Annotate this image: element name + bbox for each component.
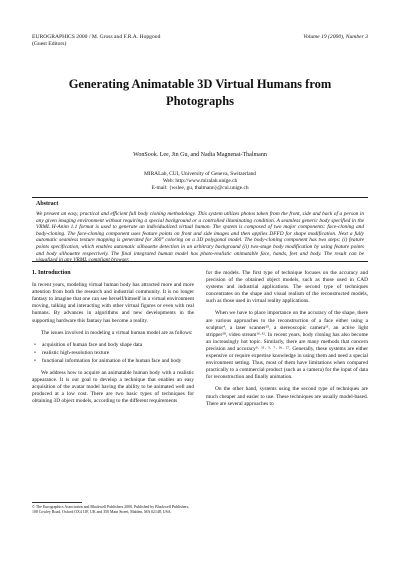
list-item: • functional information for animation of the human face and body: [34, 357, 182, 364]
title-line-2: Photographs: [165, 94, 235, 108]
affiliation-institution: MIRALab, CUI, University of Geneva, Switzerland: [144, 171, 256, 177]
abstract-top-rule: [32, 197, 368, 198]
bullet-icon: •: [34, 349, 36, 356]
bullet-icon: •: [34, 357, 36, 364]
editors-note: (Guest Editors): [32, 41, 67, 47]
left-column: [32, 270, 194, 411]
affiliation-email: E-mail: {wslee, gu, thalmann}@cui.unige.ch: [151, 185, 249, 192]
title-line-1: Generating Animatable 3D Virtual Humans from: [68, 77, 332, 91]
issues-list: [32, 342, 194, 365]
body-paragraph-6: On the other hand, systems using the second type of techniques are much cheaper and easier to use. These techniques are usually model-based. There are several approaches to: [206, 386, 368, 407]
list-item: • acquisition of human face and body shape data: [34, 341, 143, 348]
intro-paragraph-2: The issues involved in modeling a virtual human model are as follows:: [41, 329, 193, 336]
affiliation-web: Web: http://www.miralab.unige.ch: [162, 178, 238, 185]
right-column: [206, 270, 368, 413]
bullet-icon: •: [34, 341, 36, 348]
paper-title: [50, 76, 350, 110]
journal-header: [32, 34, 160, 48]
copyright-footnote: © The Eurographics Association and Blackwell Publishers 2000. Published by Blackwell Publishers, 108 Cowley Road, Oxford OX4 1JF, UK and 350 Main Street, Malden, MA 02148, USA.: [32, 505, 190, 514]
affiliation-block: [40, 171, 360, 193]
abstract-heading: Abstract: [36, 201, 59, 207]
abstract-text: We present an easy, practical and efficient full body cloning methodology. This system utilizes photos taken from the front, side and back of a person in any given imaging environment without requiring a special background or a controlled illuminating condition. A seamless generic body specified in the VRML H-Anim 1.1 format is used to generate an individualized virtual human. The system is composed of two major components: face-cloning and body-cloning. The face-cloning component uses feature points on front and side images and then applies DFFD for shape modification. Next a fully automatic seamless texture mapping is generated for 360° coloring on a 3D polygonal model. The body-cloning component has two steps: (i) feature points specification, which enables automatic silhouette detection in an arbitrary background (ii) two-stage body modification by using feature points and body silhouette respectively. The final integrated human model has photo-realistic animatable face, hands, feet and body. The result can be visualized in any VRML compliant browser.: [36, 211, 364, 264]
author-list: WonSook. Lee, Jin Gu, and Nadia Magnenat-Thalmann: [133, 152, 267, 158]
intro-paragraph-1: In recent years, modeling virtual human body has attracted more and more attention from both the research and industrial community. It is no longer fantasy to imagine that one can see herself/himself in a virtual environment moving, talking and interacting with other virtual figures or even with real humans. By advances in algorithms and new developments in the supporting hardware this fantasy has become a reality.: [32, 282, 194, 324]
body-paragraph-5: When we have to place importance on the accuracy of the shape, there are various approaches to the reconstruction of a face either using a sculptor⁴, a laser scanner²⁵, a stereoscopic camera¹¹, an active light stripper²⁸, video stream¹⁶·³². In recent years, body cloning has also become an increasingly hot topic. Similarly, there are many methods that concern precision and accuracy⁹· ¹¹· ⁵· ⁷· ²⁶· ²⁷. Generally, these systems are either expensive or require expertise knowledge in using them and need a special environment setting. Thus, most of them have limitations when compared practically to a commercial product (such as a camera) for the input of data for reconstruction and finally animation.: [206, 310, 368, 381]
footnote-rule: [32, 502, 82, 503]
intro-paragraph-3: We address how to acquire an animatable human body with a realistic appearance. It is our goal to develop a technique that enables an easy acquisition of the avatar model having the ability to be animated well and produced at a low cost. There are two basic types of techniques for obtaining 3D object models, according to the different requirements: [32, 370, 194, 405]
abstract-bottom-rule: [32, 261, 368, 262]
journal-name: EUROGRAPHICS 2000 / M. Gross and F.R.A. Hopgood: [32, 34, 161, 40]
volume-info: Volume 19 (2000), Number 3: [303, 34, 368, 40]
body-paragraph-4: for the models. The first type of technique focuses on the accuracy and precision of the obtained object models, such as those used in CAD systems and industrial applications. The second type of techniques concentrates on the shape and visual realism of the reconstructed models, such as those used in virtual reality applications.: [206, 270, 368, 305]
section-heading-introduction: 1. Introduction: [32, 270, 71, 276]
list-item: • realistic high-resolution texture: [34, 349, 110, 356]
